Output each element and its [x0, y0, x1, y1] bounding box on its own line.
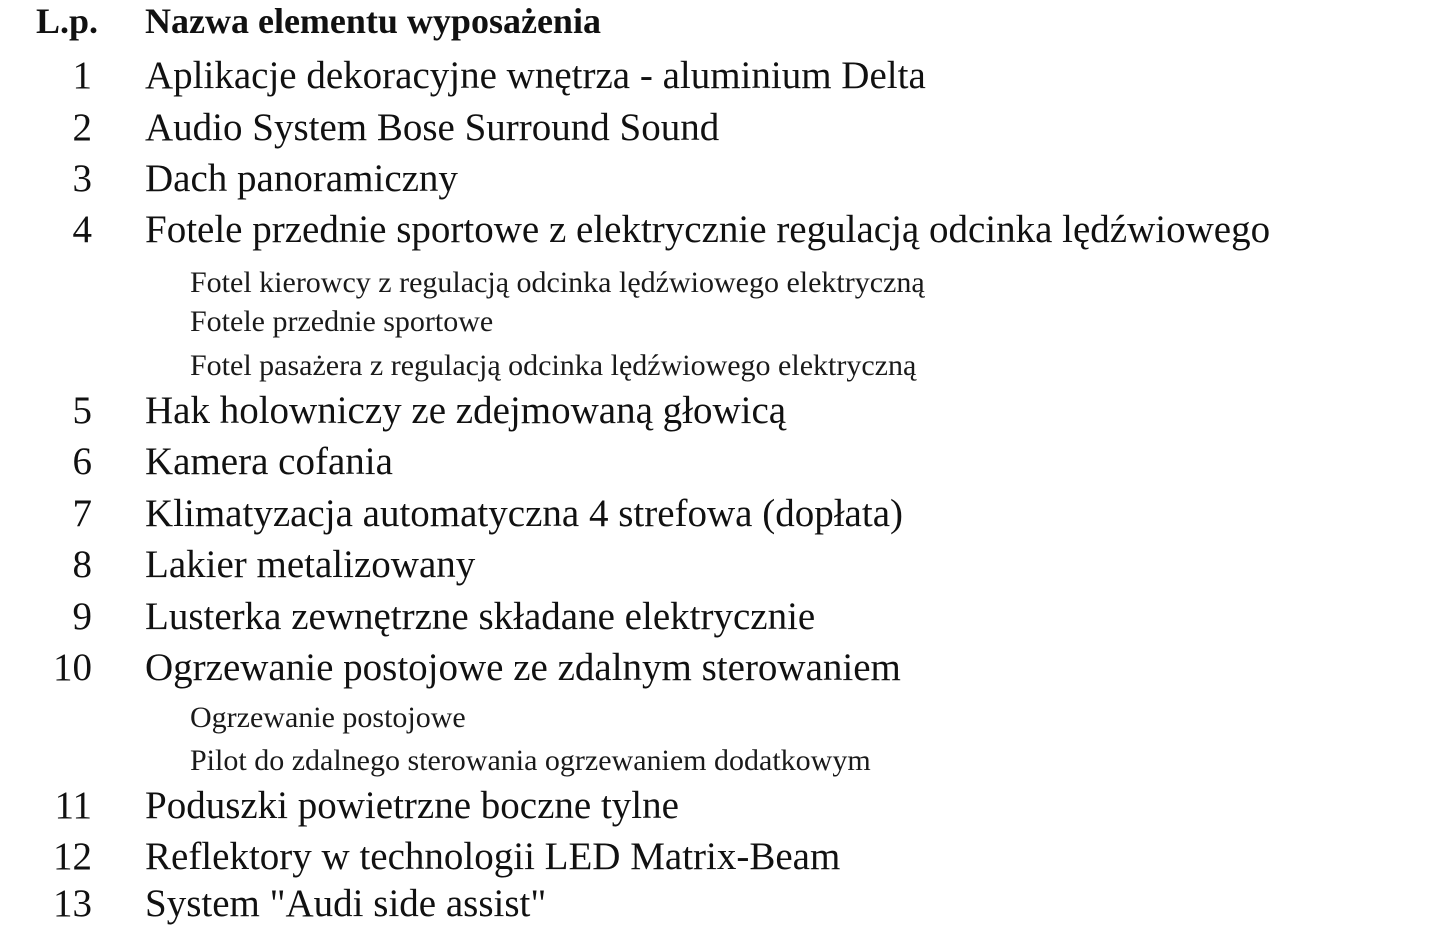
row-number: 12 — [53, 835, 92, 878]
row-label: Dach panoramiczny — [145, 157, 458, 200]
sub-item: Fotel kierowcy z regulacją odcinka lędźwiowego elektryczną — [190, 266, 925, 299]
row-label: Ogrzewanie postojowe ze zdalnym sterowaniem — [145, 646, 901, 689]
table-header — [0, 0, 1440, 44]
row-number: 2 — [72, 106, 92, 149]
row-label: Audio System Bose Surround Sound — [145, 106, 720, 149]
row-label: System "Audi side assist" — [145, 882, 547, 925]
row-label: Lusterka zewnętrzne składane elektrycznie — [145, 595, 816, 638]
sub-item: Pilot do zdalnego sterowania ogrzewaniem dodatkowym — [190, 744, 871, 777]
row-label: Klimatyzacja automatyczna 4 strefowa (dopłata) — [145, 492, 903, 535]
row-label: Kamera cofania — [145, 440, 393, 483]
row-number: 10 — [53, 646, 92, 689]
row-number: 6 — [72, 440, 92, 483]
row-number: 7 — [72, 492, 92, 535]
row-label: Aplikacje dekoracyjne wnętrza - aluminium Delta — [145, 54, 926, 97]
row-number: 13 — [53, 882, 92, 925]
row-number: 4 — [72, 208, 92, 251]
header-item-name: Nazwa elementu wyposażenia — [145, 1, 601, 41]
row-number: 3 — [72, 157, 92, 200]
row-number: 11 — [54, 784, 92, 827]
row-number: 5 — [72, 389, 92, 432]
row-number: 8 — [72, 543, 92, 586]
row-number: 1 — [72, 54, 92, 97]
row-label: Reflektory w technologii LED Matrix-Beam — [145, 835, 841, 878]
row-label: Lakier metalizowany — [145, 543, 476, 586]
row-number: 9 — [72, 595, 92, 638]
row-label: Poduszki powietrzne boczne tylne — [145, 784, 679, 827]
row-label: Hak holowniczy ze zdejmowaną głowicą — [145, 389, 787, 432]
row-label: Fotele przednie sportowe z elektrycznie regulacją odcinka lędźwiowego — [145, 208, 1271, 251]
sub-item: Fotel pasażera z regulacją odcinka lędźwiowego elektryczną — [190, 349, 917, 382]
header-lp: L.p. — [36, 1, 99, 41]
sub-item: Fotele przednie sportowe — [190, 305, 494, 338]
sub-item: Ogrzewanie postojowe — [190, 701, 466, 734]
